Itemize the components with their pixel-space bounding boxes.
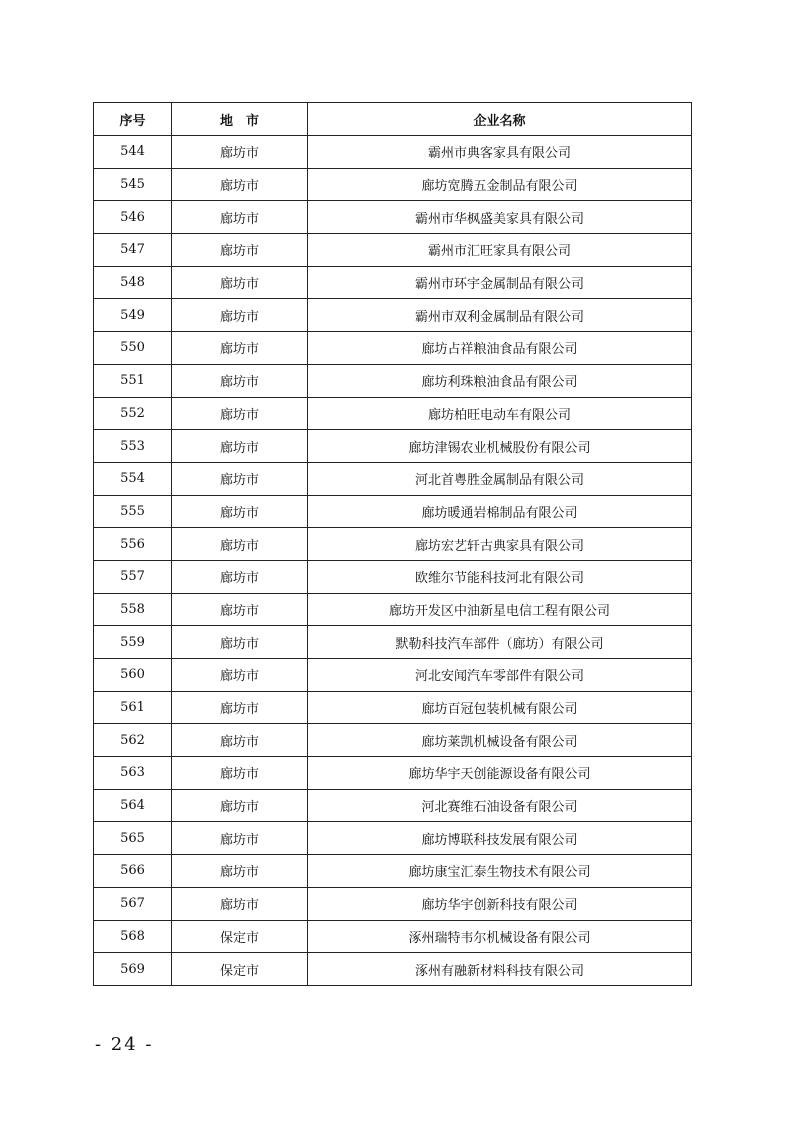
cell-company-name: 霸州市汇旺家具有限公司 xyxy=(308,234,692,267)
table-row xyxy=(94,397,692,430)
cell-company-name: 默勒科技汽车部件（廊坊）有限公司 xyxy=(308,626,692,659)
header-serial: 序号 xyxy=(94,103,172,136)
cell-serial: 560 xyxy=(94,659,172,692)
table-row xyxy=(94,822,692,855)
cell-city: 廊坊市 xyxy=(172,201,308,234)
table-row xyxy=(94,168,692,201)
cell-company-name: 廊坊莱凯机械设备有限公司 xyxy=(308,724,692,757)
cell-company-name: 河北首粤胜金属制品有限公司 xyxy=(308,462,692,495)
table-row xyxy=(94,136,692,169)
table-row xyxy=(94,757,692,790)
table-row xyxy=(94,855,692,888)
table-header-row xyxy=(94,103,692,136)
cell-company-name: 涿州瑞特韦尔机械设备有限公司 xyxy=(308,920,692,953)
table-row xyxy=(94,299,692,332)
cell-city: 廊坊市 xyxy=(172,757,308,790)
table-row xyxy=(94,430,692,463)
table-row xyxy=(94,789,692,822)
cell-city: 廊坊市 xyxy=(172,691,308,724)
cell-serial: 554 xyxy=(94,462,172,495)
cell-serial: 565 xyxy=(94,822,172,855)
header-city: 地 市 xyxy=(172,103,308,136)
cell-serial: 544 xyxy=(94,136,172,169)
table-row xyxy=(94,691,692,724)
cell-city: 廊坊市 xyxy=(172,299,308,332)
table-row xyxy=(94,593,692,626)
cell-serial: 566 xyxy=(94,855,172,888)
cell-serial: 568 xyxy=(94,920,172,953)
cell-city: 廊坊市 xyxy=(172,136,308,169)
cell-company-name: 廊坊开发区中油新星电信工程有限公司 xyxy=(308,593,692,626)
table-row xyxy=(94,495,692,528)
cell-city: 廊坊市 xyxy=(172,234,308,267)
cell-company-name: 廊坊华宇天创能源设备有限公司 xyxy=(308,757,692,790)
cell-serial: 551 xyxy=(94,364,172,397)
cell-city: 廊坊市 xyxy=(172,495,308,528)
cell-serial: 556 xyxy=(94,528,172,561)
cell-company-name: 廊坊宽腾五金制品有限公司 xyxy=(308,168,692,201)
table-row xyxy=(94,266,692,299)
cell-serial: 545 xyxy=(94,168,172,201)
table-row xyxy=(94,560,692,593)
cell-city: 廊坊市 xyxy=(172,659,308,692)
cell-company-name: 欧维尔节能科技河北有限公司 xyxy=(308,560,692,593)
table-row xyxy=(94,626,692,659)
table-row xyxy=(94,234,692,267)
cell-serial: 548 xyxy=(94,266,172,299)
cell-company-name: 河北赛维石油设备有限公司 xyxy=(308,789,692,822)
cell-company-name: 廊坊康宝汇泰生物技术有限公司 xyxy=(308,855,692,888)
cell-company-name: 廊坊百冠包装机械有限公司 xyxy=(308,691,692,724)
cell-company-name: 霸州市双利金属制品有限公司 xyxy=(308,299,692,332)
cell-city: 廊坊市 xyxy=(172,593,308,626)
header-company-name: 企业名称 xyxy=(308,103,692,136)
cell-serial: 550 xyxy=(94,332,172,365)
cell-city: 廊坊市 xyxy=(172,855,308,888)
cell-city: 廊坊市 xyxy=(172,266,308,299)
cell-serial: 549 xyxy=(94,299,172,332)
table-row xyxy=(94,462,692,495)
cell-city: 廊坊市 xyxy=(172,397,308,430)
cell-city: 廊坊市 xyxy=(172,364,308,397)
cell-serial: 557 xyxy=(94,560,172,593)
cell-serial: 553 xyxy=(94,430,172,463)
cell-city: 廊坊市 xyxy=(172,462,308,495)
table-row xyxy=(94,364,692,397)
cell-serial: 561 xyxy=(94,691,172,724)
table-row xyxy=(94,332,692,365)
table-row xyxy=(94,659,692,692)
cell-city: 廊坊市 xyxy=(172,560,308,593)
table-row xyxy=(94,528,692,561)
page-number: - 24 - xyxy=(95,1034,154,1055)
table-row xyxy=(94,201,692,234)
cell-serial: 558 xyxy=(94,593,172,626)
table-row xyxy=(94,724,692,757)
cell-company-name: 霸州市环宇金属制品有限公司 xyxy=(308,266,692,299)
table-row xyxy=(94,920,692,953)
cell-company-name: 廊坊宏艺轩古典家具有限公司 xyxy=(308,528,692,561)
cell-serial: 563 xyxy=(94,757,172,790)
cell-company-name: 霸州市典客家具有限公司 xyxy=(308,136,692,169)
cell-serial: 569 xyxy=(94,953,172,986)
cell-city: 廊坊市 xyxy=(172,724,308,757)
cell-serial: 567 xyxy=(94,887,172,920)
cell-serial: 562 xyxy=(94,724,172,757)
enterprise-table-container xyxy=(93,102,691,986)
table-row xyxy=(94,953,692,986)
cell-company-name: 河北安闻汽车零部件有限公司 xyxy=(308,659,692,692)
enterprise-table xyxy=(93,102,692,986)
cell-city: 廊坊市 xyxy=(172,332,308,365)
table-row xyxy=(94,887,692,920)
cell-serial: 546 xyxy=(94,201,172,234)
cell-city: 廊坊市 xyxy=(172,626,308,659)
cell-serial: 547 xyxy=(94,234,172,267)
cell-company-name: 廊坊柏旺电动车有限公司 xyxy=(308,397,692,430)
cell-company-name: 廊坊占祥粮油食品有限公司 xyxy=(308,332,692,365)
cell-city: 廊坊市 xyxy=(172,789,308,822)
cell-company-name: 廊坊华宇创新科技有限公司 xyxy=(308,887,692,920)
cell-city: 廊坊市 xyxy=(172,528,308,561)
cell-city: 廊坊市 xyxy=(172,822,308,855)
cell-company-name: 涿州有融新材料科技有限公司 xyxy=(308,953,692,986)
cell-serial: 564 xyxy=(94,789,172,822)
cell-city: 廊坊市 xyxy=(172,887,308,920)
cell-company-name: 廊坊津锡农业机械股份有限公司 xyxy=(308,430,692,463)
table-body xyxy=(94,136,692,986)
cell-city: 廊坊市 xyxy=(172,430,308,463)
cell-serial: 552 xyxy=(94,397,172,430)
cell-city: 保定市 xyxy=(172,920,308,953)
cell-serial: 559 xyxy=(94,626,172,659)
cell-company-name: 廊坊暖通岩棉制品有限公司 xyxy=(308,495,692,528)
cell-company-name: 廊坊博联科技发展有限公司 xyxy=(308,822,692,855)
cell-company-name: 廊坊利珠粮油食品有限公司 xyxy=(308,364,692,397)
cell-serial: 555 xyxy=(94,495,172,528)
cell-city: 廊坊市 xyxy=(172,168,308,201)
cell-company-name: 霸州市华枫盛美家具有限公司 xyxy=(308,201,692,234)
cell-city: 保定市 xyxy=(172,953,308,986)
